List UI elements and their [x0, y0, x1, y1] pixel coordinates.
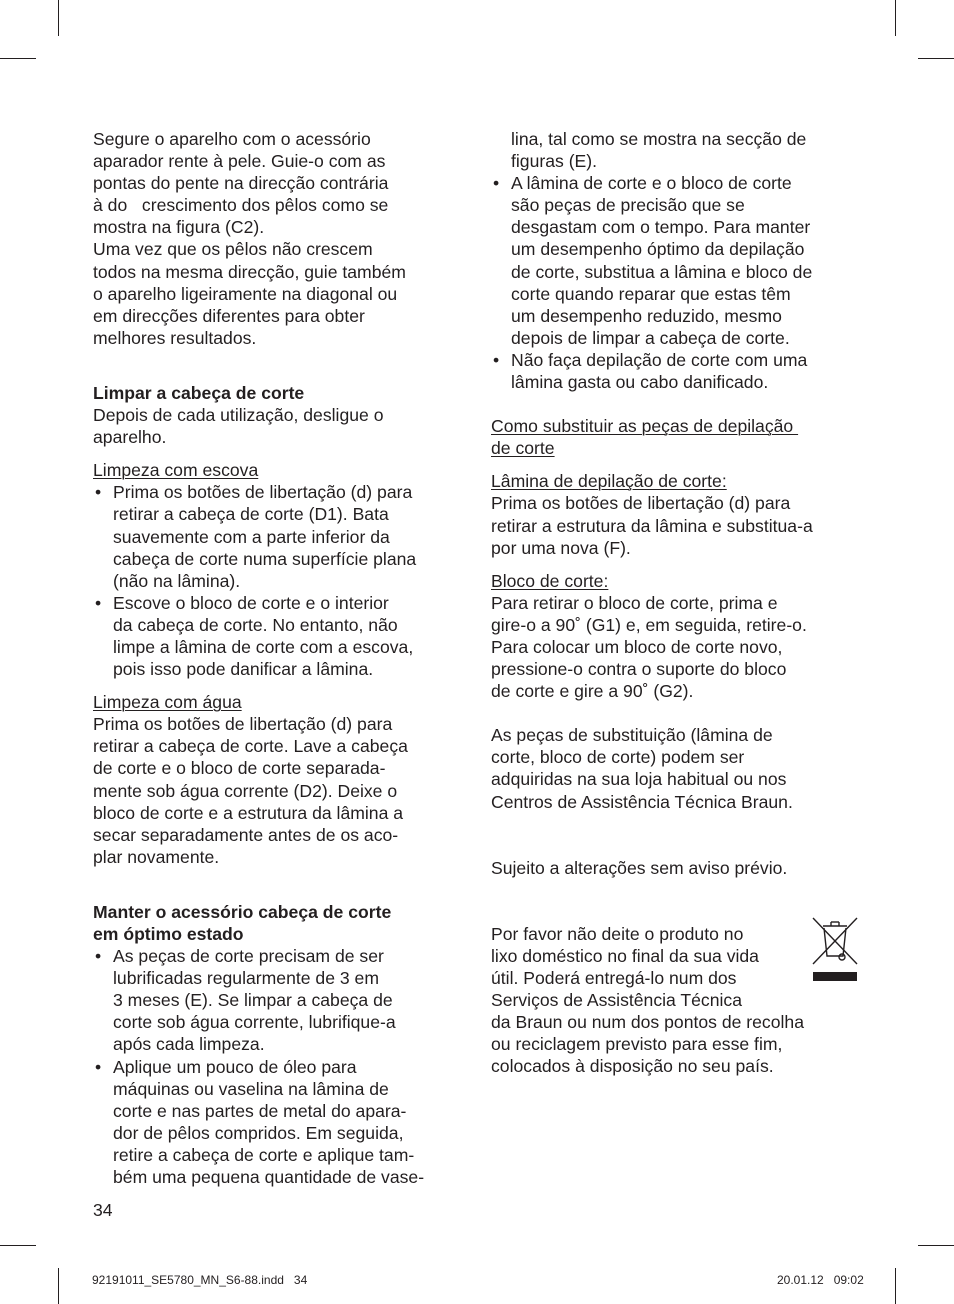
text-line: da cabeça de corte. No entanto, não	[113, 614, 398, 635]
notice-text: Sujeito a alterações sem aviso prévio.	[491, 857, 788, 878]
text-line: • A lâmina de corte e o bloco de corte	[511, 173, 792, 194]
wear-bullet-list	[491, 172, 866, 393]
list-item	[491, 349, 866, 393]
text-line: depois de limpar a cabeça de corte.	[511, 327, 790, 348]
text-line: 3 meses (E). Se limpar a cabeça de	[113, 990, 393, 1011]
text-line: retire a cabeça de corte e aplique tam-	[113, 1144, 415, 1165]
subheading-water: Limpeza com água	[93, 692, 242, 713]
subheading-brush: Limpeza com escova	[93, 460, 259, 481]
subheading-foil: Lâmina de depilação de corte:	[491, 471, 727, 492]
brush-bullet-list	[93, 481, 473, 680]
text-line: Para colocar um bloco de corte novo,	[491, 636, 783, 657]
text-line: de corte e o bloco de corte separada-	[93, 758, 386, 779]
text-line: mostra na figura (C2).	[93, 217, 265, 238]
maintain-bullet-list	[93, 945, 473, 1188]
text-line: são peças de precisão que se	[511, 195, 745, 216]
text-line: pontas do pente na direcção contrária	[93, 173, 389, 194]
text-line: lixo doméstico no final da sua vida	[491, 945, 759, 966]
text-line: aparelho.	[93, 427, 167, 448]
subheading-block: Bloco de corte:	[491, 570, 609, 591]
text-line: Prima os botões de libertação (d) para	[491, 493, 791, 514]
text-line: por uma nova (F).	[491, 537, 631, 558]
section-heading-maintain: em óptimo estado	[93, 924, 244, 944]
text-line: o aparelho ligeiramente na diagonal ou	[93, 283, 398, 304]
print-slug-file: 92191011_SE5780_MN_S6-88.indd 34	[92, 1273, 308, 1287]
text-line: retirar a cabeça de corte. Lave a cabeça	[93, 736, 408, 757]
text-line: ou reciclagem previsto para esse fim,	[491, 1034, 783, 1055]
list-item	[491, 172, 866, 349]
intro-paragraph	[93, 128, 473, 349]
text-line: corte sob água corrente, lubrifique-a	[113, 1012, 396, 1033]
text-line: após cada limpeza.	[113, 1034, 265, 1055]
text-line: Depois de cada utilização, desligue o	[93, 405, 384, 426]
crop-mark	[58, 0, 59, 36]
text-line: de corte e gire a 90˚ (G2).	[491, 681, 694, 702]
text-line: lina, tal como se mostra na secção de	[511, 129, 807, 149]
text-line: • Escove o bloco de corte e o interior	[113, 592, 389, 613]
text-line: bém uma pequena quantidade de vase-	[113, 1167, 425, 1188]
text-line: melhores resultados.	[93, 327, 257, 348]
text-line: corte, bloco de corte) podem ser	[491, 747, 745, 768]
text-line: Uma vez que os pêlos não crescem	[93, 239, 373, 260]
text-line: adquiridas na sua loja habitual ou nos	[491, 769, 787, 790]
text-line: bloco de corte e a estrutura da lâmina a	[93, 802, 404, 823]
text-line: Prima os botões de libertação (d) para	[93, 714, 393, 735]
crossed-out-wheelie-bin-icon	[811, 916, 859, 984]
list-item	[93, 592, 473, 680]
text-line: • Não faça depilação de corte com uma	[511, 349, 808, 370]
text-line: todos na mesma direcção, guie também	[93, 261, 406, 282]
text-line: um desempenho reduzido, mesmo	[511, 305, 782, 326]
crop-mark	[895, 0, 896, 36]
subheading-replace: Como substituir as peças de depilação	[491, 416, 799, 437]
crop-mark	[918, 1245, 954, 1246]
text-line: Serviços de Assistência Técnica	[491, 990, 742, 1010]
text-line: corte e nas partes de metal do apara-	[113, 1100, 407, 1121]
text-line: figuras (E).	[511, 151, 598, 172]
text-line: de corte, substitua a lâmina e bloco de	[511, 261, 813, 282]
text-line: lubrificadas regularmente de 3 em	[113, 968, 380, 989]
crop-mark	[0, 58, 36, 59]
text-line: da Braun ou num dos pontos de recolha	[491, 1012, 804, 1033]
crop-mark	[895, 1268, 896, 1304]
crop-mark	[918, 58, 954, 59]
text-line: mente sob água corrente (D2). Deixe o	[93, 780, 398, 801]
text-line: • Prima os botões de libertação (d) para	[113, 482, 413, 503]
text-line: • As peças de corte precisam de ser	[113, 946, 384, 967]
page-number: 34	[93, 1200, 113, 1220]
text-line: secar separadamente antes de os aco-	[93, 824, 399, 845]
text-line: pois isso pode danificar a lâmina.	[113, 659, 374, 680]
text-line: cabeça de corte numa superfície plana	[113, 548, 417, 569]
text-line: gire-o a 90˚ (G1) e, em seguida, retire-o.	[491, 614, 807, 635]
text-line: retirar a cabeça de corte (D1). Bata	[113, 504, 389, 525]
left-column	[93, 128, 473, 1188]
text-line: (não na lâmina).	[113, 570, 241, 591]
text-line: Por favor não deite o produto no	[491, 923, 744, 944]
text-line: útil. Poderá entregá-lo num dos	[491, 967, 737, 988]
text-line: em direcções diferentes para obter	[93, 305, 365, 326]
text-line: suavemente com a parte inferior da	[113, 526, 390, 547]
text-line: Segure o aparelho com o acessório	[93, 129, 371, 149]
text-line: máquinas ou vaselina na lâmina de	[113, 1078, 389, 1099]
text-line: Centros de Assistência Técnica Braun.	[491, 791, 793, 812]
text-line: retirar a estrutura da lâmina e substitua-a	[491, 515, 813, 536]
text-line: plar novamente.	[93, 846, 220, 867]
text-line: • Aplique um pouco de óleo para	[113, 1056, 357, 1077]
list-item	[93, 1056, 473, 1189]
section-heading-clean: Limpar a cabeça de corte	[93, 382, 305, 403]
right-column	[491, 128, 866, 1077]
text-line: corte quando reparar que estas têm	[511, 283, 791, 304]
text-line: à do crescimento dos pêlos como se	[93, 195, 389, 216]
disposal-section	[491, 923, 866, 1078]
print-slug-datetime: 20.01.12 09:02	[777, 1273, 864, 1287]
list-item	[93, 481, 473, 591]
text-line: As peças de substituição (lâmina de	[491, 725, 773, 746]
crop-mark	[58, 1268, 59, 1304]
text-line: dor de pêlos compridos. Em seguida,	[113, 1122, 404, 1143]
text-line: um desempenho óptimo da depilação	[511, 239, 805, 260]
text-line: limpe a lâmina de corte com a escova,	[113, 636, 414, 657]
text-line: Para retirar o bloco de corte, prima e	[491, 592, 778, 613]
text-line: desgastam com o tempo. Para manter	[511, 217, 811, 238]
subheading-replace: de corte	[491, 438, 555, 459]
text-line: colocados à disposição no seu país.	[491, 1056, 774, 1077]
section-heading-maintain: Manter o acessório cabeça de corte	[93, 901, 392, 922]
crop-mark	[0, 1245, 36, 1246]
list-item	[93, 945, 473, 1055]
text-line: lâmina gasta ou cabo danificado.	[511, 372, 769, 393]
text-line: aparador rente à pele. Guie-o com as	[93, 151, 386, 172]
text-line: pressione-o contra o suporte do bloco	[491, 659, 787, 680]
